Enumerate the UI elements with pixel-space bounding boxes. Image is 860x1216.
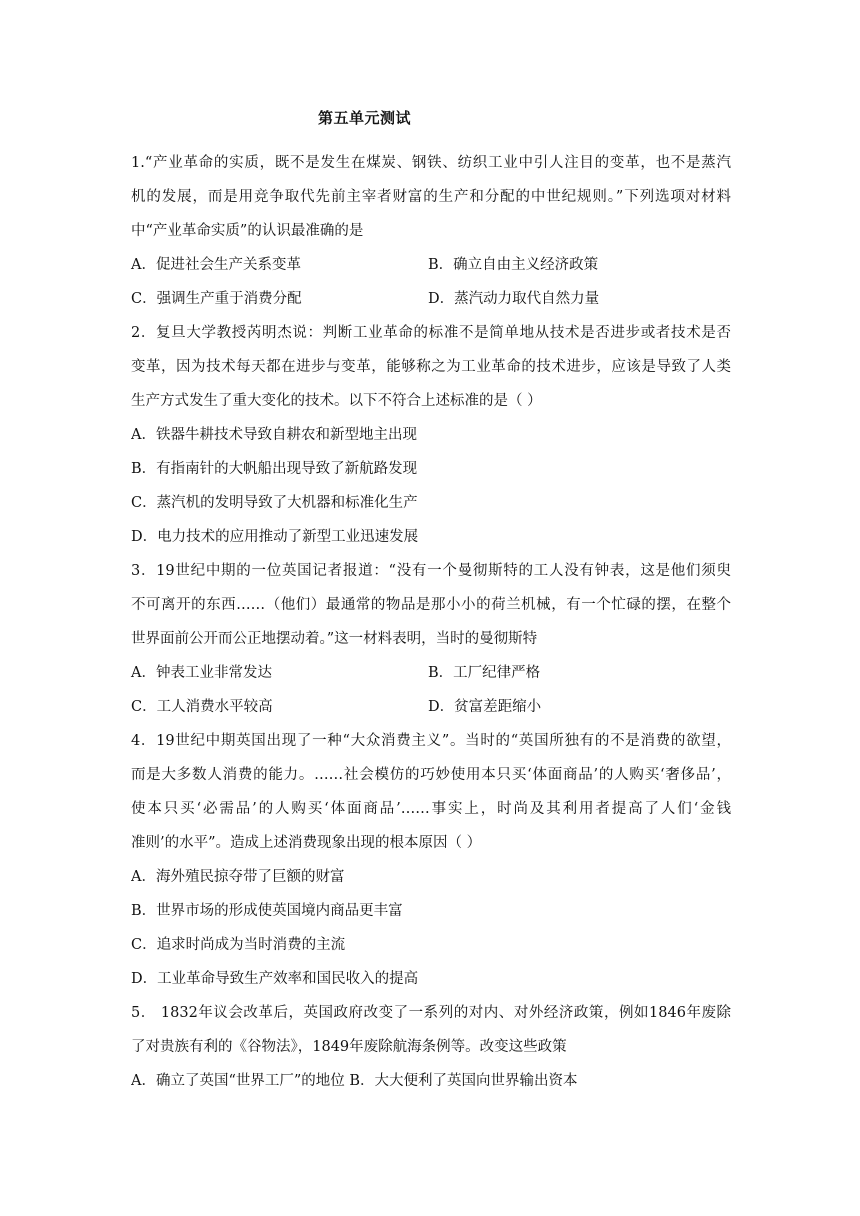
question-stem-line: 了对贵族有利的《谷物法》，1849年废除航海条例等。改变这些政策 (131, 1039, 567, 1055)
question-4 (131, 724, 731, 996)
option-row (131, 282, 731, 316)
question-list (131, 146, 731, 1098)
option-row (131, 656, 731, 690)
option-b: B．确立自由主义经济政策 (428, 257, 599, 273)
option-c: C．强调生产重于消费分配 (131, 291, 302, 307)
option-c: C．工人消费水平较高 (131, 699, 273, 715)
question-stem-line: 世界面前公开而公正地摆动着。”这一材料表明，当时的曼彻斯特 (131, 631, 538, 647)
option-b: B．有指南针的大帆船出现导致了新航路发现 (131, 461, 418, 477)
option-d: D．贫富差距缩小 (428, 699, 542, 715)
question-stem-line: 3．19世纪中期的一位英国记者报道：“没有一个曼彻斯特的工人没有钟表，这是他们须臾 (131, 563, 731, 579)
option-a: A．海外殖民掠夺带了巨额的财富 (131, 869, 345, 885)
option-d: D．工业革命导致生产效率和国民收入的提高 (131, 971, 419, 987)
question-stem-line: 机的发展，而是用竞争取代先前主宰者财富的生产和分配的中世纪规则。”下列选项对材料 (131, 189, 731, 205)
option-c: C．追求时尚成为当时消费的主流 (131, 937, 346, 953)
question-stem-line: 变革，因为技术每天都在进步与变革，能够称之为工业革命的技术进步，应该是导致了人类 (131, 359, 731, 375)
option-row (131, 690, 731, 724)
option-a: A．铁器牛耕技术导致自耕农和新型地主出现 (131, 427, 417, 443)
option-b: B．工厂纪律严格 (428, 665, 541, 681)
question-stem-line: 2．复旦大学教授芮明杰说：判断工业革命的标准不是简单地从技术是否进步或者技术是否 (131, 325, 731, 341)
option-ab: A．确立了英国“世界工厂”的地位 B．大大便利了英国向世界输出资本 (131, 1073, 578, 1089)
question-stem-line: 生产方式发生了重大变化的技术。以下不符合上述标准的是（ ） (131, 393, 542, 409)
question-stem-line: 不可离开的东西……（他们）最通常的物品是那小小的荷兰机械，有一个忙碌的摆，在整个 (131, 597, 731, 613)
option-c: C．蒸汽机的发明导致了大机器和标准化生产 (131, 495, 418, 511)
question-1 (131, 146, 731, 316)
question-3 (131, 554, 731, 724)
option-a: A．促进社会生产关系变革 (131, 257, 301, 273)
question-stem-line: 中“产业革命实质”的认识最准确的是 (131, 223, 364, 239)
option-b: B．世界市场的形成使英国境内商品更丰富 (131, 903, 403, 919)
option-a: A．钟表工业非常发达 (131, 665, 272, 681)
question-stem-line: 5． 1832年议会改革后，英国政府改变了一系列的对内、对外经济政策，例如1846年废除 (131, 1005, 731, 1021)
page-title: 第五单元测试 (318, 109, 412, 127)
option-row (131, 248, 731, 282)
question-2 (131, 316, 731, 554)
question-stem-line: 使本只买‘必需品’的人购买‘体面商品’……事实上，时尚及其利用者提高了人们‘金钱 (131, 801, 731, 817)
question-stem-line: 而是大多数人消费的能力。……社会模仿的巧妙使用本只买‘体面商品’的人购买‘奢侈品’， (131, 767, 731, 783)
option-d: D．蒸汽动力取代自然力量 (428, 291, 600, 307)
question-stem-line: 4．19世纪中期英国出现了一种“大众消费主义”。当时的“英国所独有的不是消费的欲望， (131, 733, 731, 749)
question-stem-line: 准则’的水平”。造成上述消费现象出现的根本原因（ ） (131, 835, 482, 851)
question-5 (131, 996, 731, 1098)
option-d: D．电力技术的应用推动了新型工业迅速发展 (131, 529, 419, 545)
question-stem-line: 1.“产业革命的实质，既不是发生在煤炭、钢铁、纺织工业中引人注目的变革，也不是蒸汽 (131, 155, 731, 171)
